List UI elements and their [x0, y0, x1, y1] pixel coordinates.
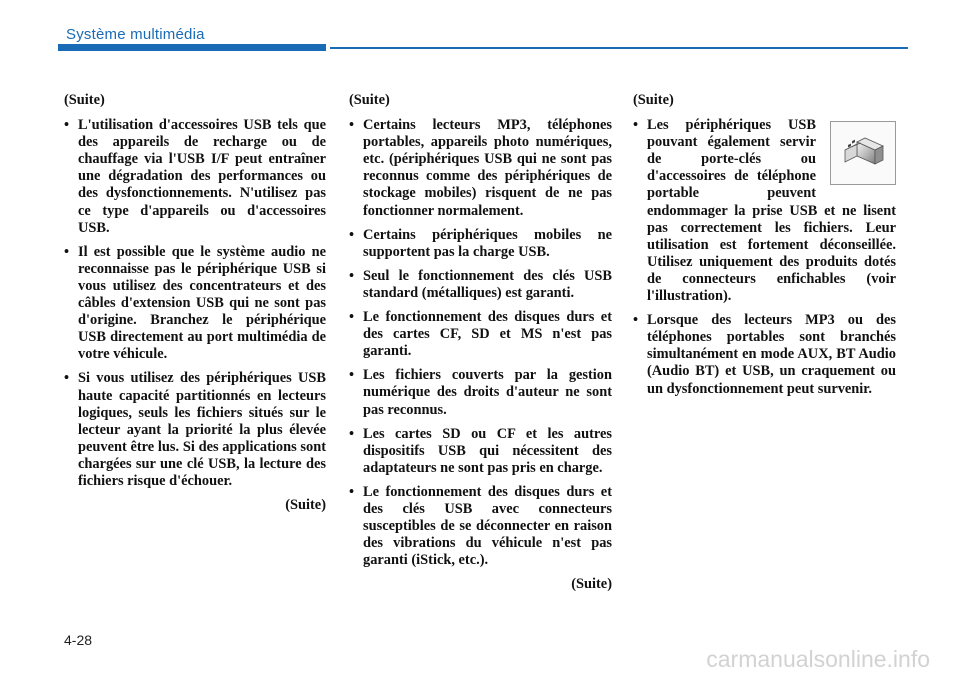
continued-label: (Suite): [64, 92, 105, 108]
bullet-list: [349, 117, 612, 569]
section-title: Système multimédia: [66, 26, 205, 43]
header-rule: [330, 47, 908, 49]
header-accent-bar: [58, 44, 326, 51]
list-item: • Le fonctionnement des disques durs et des clés USB avec connecteurs susceptibles de se déconnecter en raison des vibrations du véhicule n'est pas garanti (iStick, etc.).: [349, 484, 612, 569]
text-column-1: [64, 92, 326, 514]
continued-label: (Suite): [571, 576, 612, 593]
list-item: • Lorsque des lecteurs MP3 ou des téléphones portables sont branchés simultanément en mode AUX, BT Audio (Audio BT) et USB, un craquement ou un dysfonctionnement peut survenir.: [633, 312, 896, 397]
list-item: • Si vous utilisez des périphériques USB haute capacité partitionnés en lecteurs logiques, seuls les fichiers situés sur le lecteur ayant la priorité la plus élevée peuvent être lus. Si des applications sont chargées sur une clé USB, la lecture des fichiers risque d'échouer.: [64, 370, 326, 490]
continued-label: (Suite): [349, 92, 390, 108]
list-item: • Les fichiers couverts par la gestion numérique des droits d'auteur ne sont pas reconnus.: [349, 367, 612, 418]
bullet-list: [64, 117, 326, 490]
list-item: • Seul le fonctionnement des clés USB standard (métalliques) est garanti.: [349, 268, 612, 302]
continued-label: (Suite): [633, 92, 674, 108]
list-item-text: Les périphériques USB pouvant également servir de porte-clés ou d'accessoires de téléphone portable peuvent endommager la prise USB et ne lisent pas correctement les fichiers. Leur utilisation est fortement déconseillée. Utilisez uniquement des produits dotés de connecteurs enfichables (voir l'illustration).: [647, 117, 896, 305]
list-item: • L'utilisation d'accessoires USB tels que des appareils de recharge ou de chauffage via l'USB I/F peut entraîner une dégradation des performances ou des dysfonctionnements. N'utilisez pas ce type d'appareils ou d'accessoires USB.: [64, 117, 326, 237]
watermark: carmanualsonline.info: [706, 646, 930, 672]
page-number: 4-28: [64, 632, 93, 648]
text-column-2: [349, 92, 612, 593]
continued-label: (Suite): [285, 497, 326, 514]
text-column-3: [633, 92, 896, 405]
list-item: • Certains lecteurs MP3, téléphones portables, appareils photo numériques, etc. (périphériques USB qui ne sont pas reconnus comme des périphériques de stockage mobiles) risquent de ne pas fonctionner normalement.: [349, 117, 612, 220]
usb-plug-icon: [830, 121, 896, 185]
list-item: • Il est possible que le système audio ne reconnaisse pas le périphérique USB si vous utilisez des concentrateurs et des câbles d'extension USB qui ne sont pas d'origine. Branchez le périphérique USB directement au port multimédia de votre véhicule.: [64, 244, 326, 364]
list-item: • Les cartes SD ou CF et les autres dispositifs USB qui nécessitent des adaptateurs ne sont pas pris en charge.: [349, 426, 612, 477]
list-item: • Le fonctionnement des disques durs et des cartes CF, SD et MS n'est pas garanti.: [349, 309, 612, 360]
bullet-list: [633, 117, 896, 398]
list-item: [633, 117, 896, 305]
list-item: • Certains périphériques mobiles ne supportent pas la charge USB.: [349, 227, 612, 261]
